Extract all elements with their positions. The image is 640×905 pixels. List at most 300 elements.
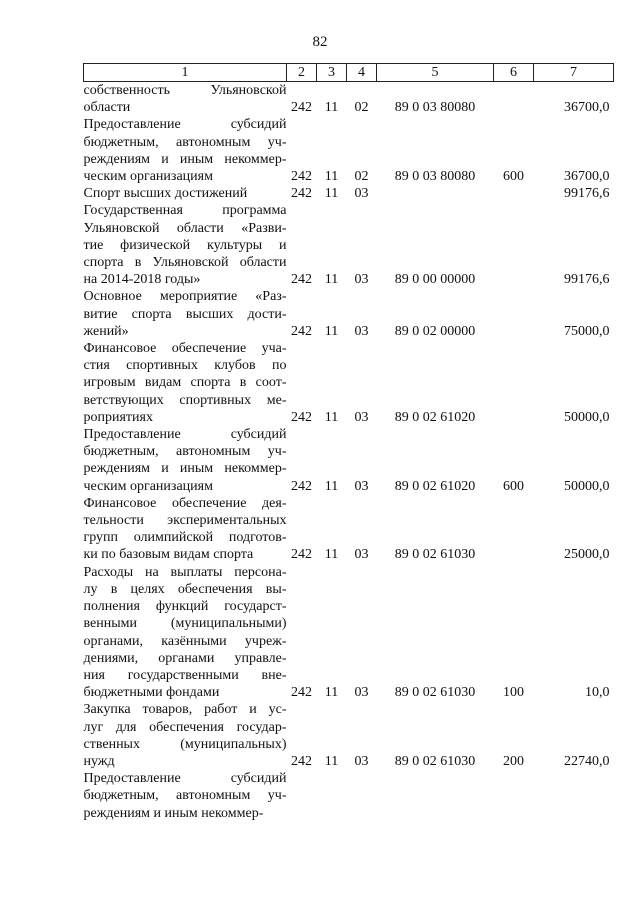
cell-expense-type [494,409,534,426]
empty-cell [347,116,377,133]
cell-admin-code: 242 [291,547,312,563]
empty-cell [347,392,377,409]
empty-cell [287,237,317,254]
row-name-line: витие спорта высших дости- [83,306,287,322]
empty-cell [377,529,494,546]
empty-cell [534,787,614,804]
empty-cell [347,134,377,151]
empty-cell [287,495,317,512]
empty-cell [534,116,614,133]
row-name-line: реждениям и иным некоммер- [83,461,287,477]
empty-cell [534,701,614,718]
empty-cell [377,495,494,512]
empty-cell [287,633,317,650]
column-header: 3 [317,64,347,82]
table-row [84,116,614,133]
empty-cell [347,529,377,546]
cell-subsection: 03 [354,409,369,425]
cell-admin-code: 242 [291,169,312,185]
row-name-line: тие физической культуры и [83,237,287,253]
empty-cell [347,357,377,374]
cell-expense-type [494,185,534,202]
cell-subsection: 03 [354,753,369,769]
empty-cell [494,719,534,736]
cell-target-article: 89 0 02 61020 [394,478,476,494]
cell-expense-type [494,99,534,116]
empty-cell [494,667,534,684]
table-row [84,684,614,701]
empty-cell [317,220,347,237]
table-row [84,460,614,477]
cell-subsection: 03 [354,323,369,339]
empty-cell [347,512,377,529]
cell-target-article: 89 0 00 00000 [394,272,476,288]
empty-cell [317,581,347,598]
empty-cell [317,615,347,632]
cell-subsection: 03 [354,685,369,701]
empty-cell [494,581,534,598]
empty-cell [377,512,494,529]
table-row [84,564,614,581]
cell-amount: 50000,0 [564,478,610,494]
table-row [84,185,614,202]
empty-cell [534,357,614,374]
empty-cell [317,701,347,718]
empty-cell [534,134,614,151]
empty-cell [494,736,534,753]
empty-cell [287,288,317,305]
cell-subsection [347,805,377,822]
empty-cell [534,650,614,667]
empty-cell [534,151,614,168]
cell-admin-code [287,805,317,822]
empty-cell [287,598,317,615]
table-row [84,805,614,822]
empty-cell [377,770,494,787]
empty-cell [317,134,347,151]
empty-cell [347,719,377,736]
empty-cell [347,736,377,753]
empty-cell [494,460,534,477]
empty-cell [377,116,494,133]
empty-cell [494,512,534,529]
column-header: 5 [377,64,494,82]
cell-section: 11 [324,323,339,339]
empty-cell [377,82,494,100]
cell-expense-type [494,271,534,288]
table-row [84,667,614,684]
empty-cell [377,443,494,460]
empty-cell [347,426,377,443]
empty-cell [377,460,494,477]
empty-cell [377,374,494,391]
empty-cell [287,443,317,460]
empty-cell [317,288,347,305]
empty-cell [317,787,347,804]
table-row [84,374,614,391]
cell-target-article: 89 0 03 80080 [394,100,476,116]
empty-cell [287,736,317,753]
empty-cell [377,615,494,632]
table-row [84,409,614,426]
column-header: 4 [347,64,377,82]
empty-cell [347,770,377,787]
cell-expense-type [494,546,534,563]
cell-subsection: 03 [354,272,369,288]
empty-cell [287,254,317,271]
empty-cell [534,615,614,632]
empty-cell [317,529,347,546]
empty-cell [377,650,494,667]
empty-cell [534,633,614,650]
cell-section: 11 [324,169,339,185]
table-row [84,271,614,288]
table-row [84,546,614,563]
cell-target-article: 89 0 02 61030 [394,685,476,701]
empty-cell [494,151,534,168]
empty-cell [534,598,614,615]
empty-cell [534,202,614,219]
empty-cell [287,770,317,787]
empty-cell [377,598,494,615]
empty-cell [494,650,534,667]
empty-cell [494,495,534,512]
empty-cell [377,426,494,443]
row-name-line: ственных (муниципальных) [83,736,287,752]
row-name-line: ветствующих спортивных ме- [83,392,287,408]
empty-cell [494,529,534,546]
empty-cell [377,719,494,736]
empty-cell [317,598,347,615]
empty-cell [534,374,614,391]
empty-cell [317,736,347,753]
cell-amount: 36700,0 [564,100,610,116]
cell-section: 11 [324,409,339,425]
empty-cell [377,633,494,650]
empty-cell [534,770,614,787]
table-row [84,529,614,546]
empty-cell [534,237,614,254]
empty-cell [317,306,347,323]
empty-cell [494,116,534,133]
table-row [84,581,614,598]
empty-cell [377,564,494,581]
table-row [84,787,614,804]
cell-subsection: 03 [354,186,369,202]
empty-cell [377,288,494,305]
row-name-line: Предоставление субсидий [83,771,287,787]
table-row [84,202,614,219]
empty-cell [317,633,347,650]
row-name-line: реждениям и иным некоммер- [83,805,264,821]
cell-admin-code: 242 [291,186,312,202]
empty-cell [317,426,347,443]
empty-cell [534,288,614,305]
row-name-line: ки по базовым видам спорта [83,547,254,563]
page-number: 82 [312,34,328,50]
cell-section: 11 [324,753,339,769]
row-name-line: лу в целях обеспечения вы- [83,581,287,597]
empty-cell [317,650,347,667]
table-row [84,701,614,718]
cell-expense-type [494,323,534,340]
row-name-line: Закупка товаров, работ и ус- [83,702,287,718]
table-row [84,220,614,237]
table-row [84,633,614,650]
row-name-line: Финансовое обеспечение уча- [83,341,287,357]
empty-cell [287,460,317,477]
empty-cell [534,581,614,598]
empty-cell [287,116,317,133]
empty-cell [317,151,347,168]
empty-cell [287,134,317,151]
row-name-line: ческим организациям [83,478,213,494]
empty-cell [347,340,377,357]
table-row [84,306,614,323]
empty-cell [377,254,494,271]
empty-cell [494,288,534,305]
empty-cell [494,306,534,323]
empty-cell [317,512,347,529]
empty-cell [347,598,377,615]
empty-cell [317,374,347,391]
empty-cell [534,426,614,443]
row-name-line: Спорт высших достижений [83,186,248,202]
cell-subsection: 02 [354,100,369,116]
empty-cell [494,340,534,357]
empty-cell [347,667,377,684]
empty-cell [377,202,494,219]
row-name-line: Государственная программа [83,203,287,219]
empty-cell [347,374,377,391]
empty-cell [287,581,317,598]
empty-cell [347,237,377,254]
cell-admin-code: 242 [291,685,312,701]
empty-cell [494,564,534,581]
row-name-line: Предоставление субсидий [83,427,287,443]
empty-cell [377,134,494,151]
empty-cell [494,357,534,374]
row-name-line: роприятиях [83,409,153,425]
empty-cell [494,701,534,718]
empty-cell [494,134,534,151]
empty-cell [347,82,377,100]
empty-cell [494,787,534,804]
cell-section: 11 [324,478,339,494]
empty-cell [347,633,377,650]
table-header-row [84,64,614,82]
cell-target-article: 89 0 02 61030 [394,547,476,563]
empty-cell [494,374,534,391]
empty-cell [377,357,494,374]
table-row [84,478,614,495]
cell-subsection: 02 [354,169,369,185]
empty-cell [317,202,347,219]
cell-expense-type: 200 [503,753,524,769]
cell-target-article [377,185,494,202]
row-name-line: спорта в Ульяновской области [83,255,287,271]
row-name-line: бюджетным, автономным уч- [83,134,287,150]
table-row [84,340,614,357]
empty-cell [494,615,534,632]
table-row [84,719,614,736]
empty-cell [347,306,377,323]
empty-cell [287,357,317,374]
empty-cell [287,82,317,100]
empty-cell [534,443,614,460]
table-row [84,288,614,305]
cell-amount: 50000,0 [564,409,610,425]
empty-cell [494,82,534,100]
empty-cell [534,340,614,357]
cell-amount: 22740,0 [564,753,610,769]
empty-cell [534,392,614,409]
row-name-line: ческим организациям [83,169,213,185]
row-name-line: области [83,100,131,116]
cell-expense-type: 600 [503,478,524,494]
cell-admin-code: 242 [291,272,312,288]
table-row [84,598,614,615]
cell-amount: 36700,0 [564,169,610,185]
empty-cell [287,392,317,409]
empty-cell [534,82,614,100]
row-name-line: полнения функций государст- [83,599,287,615]
empty-cell [494,392,534,409]
table-row [84,615,614,632]
empty-cell [287,529,317,546]
empty-cell [534,512,614,529]
empty-cell [347,701,377,718]
table-row [84,151,614,168]
cell-section [317,805,347,822]
cell-target-article [377,805,494,822]
cell-admin-code: 242 [291,478,312,494]
empty-cell [377,701,494,718]
table-row [84,770,614,787]
cell-section: 11 [324,547,339,563]
row-name-line: стия спортивных клубов по [83,358,287,374]
empty-cell [317,340,347,357]
empty-cell [377,736,494,753]
empty-cell [287,426,317,443]
empty-cell [494,202,534,219]
empty-cell [377,237,494,254]
table-row [84,168,614,185]
row-name-line: игровым видам спорта в соот- [83,375,287,391]
cell-subsection: 03 [354,547,369,563]
row-name-line: дениями, органами управле- [83,650,287,666]
cell-amount: 99176,6 [564,272,610,288]
budget-table [83,63,614,822]
empty-cell [377,220,494,237]
cell-admin-code: 242 [291,323,312,339]
row-name-line: нужд [83,753,115,769]
cell-admin-code: 242 [291,100,312,116]
table-row [84,323,614,340]
table-row [84,426,614,443]
empty-cell [494,770,534,787]
empty-cell [317,82,347,100]
empty-cell [347,202,377,219]
empty-cell [347,564,377,581]
empty-cell [287,512,317,529]
empty-cell [317,495,347,512]
empty-cell [347,615,377,632]
table-row [84,357,614,374]
cell-expense-type: 600 [503,169,524,185]
empty-cell [317,443,347,460]
empty-cell [287,306,317,323]
empty-cell [347,581,377,598]
row-name-line: Основное мероприятие «Раз- [83,289,287,305]
row-name-line: Финансовое обеспечение дея- [83,495,287,511]
cell-section: 11 [324,100,339,116]
empty-cell [534,719,614,736]
cell-target-article: 89 0 02 61020 [394,409,476,425]
cell-target-article: 89 0 03 80080 [394,169,476,185]
cell-section: 11 [324,186,339,202]
row-name-line: групп олимпийской подготов- [83,530,287,546]
empty-cell [534,220,614,237]
empty-cell [377,787,494,804]
empty-cell [287,667,317,684]
empty-cell [287,650,317,667]
empty-cell [377,151,494,168]
empty-cell [534,495,614,512]
empty-cell [534,254,614,271]
row-name-line: на 2014-2018 годы» [83,272,201,288]
row-name-line: луг для обеспечения государ- [83,719,287,735]
empty-cell [317,460,347,477]
cell-amount: 25000,0 [564,547,610,563]
row-name-line: венными (муниципальными) [83,616,287,632]
cell-target-article: 89 0 02 00000 [394,323,476,339]
empty-cell [287,340,317,357]
empty-cell [317,392,347,409]
empty-cell [494,220,534,237]
empty-cell [347,787,377,804]
column-header: 7 [534,64,614,82]
row-name-line: реждениям и иным некоммер- [83,151,287,167]
empty-cell [534,564,614,581]
row-name-line: бюджетным, автономным уч- [83,788,287,804]
column-header: 6 [494,64,534,82]
empty-cell [347,220,377,237]
empty-cell [317,667,347,684]
empty-cell [317,116,347,133]
empty-cell [494,443,534,460]
empty-cell [534,460,614,477]
empty-cell [287,374,317,391]
empty-cell [347,443,377,460]
empty-cell [377,340,494,357]
cell-section: 11 [324,685,339,701]
table-row [84,512,614,529]
empty-cell [287,202,317,219]
table-row [84,134,614,151]
empty-cell [347,495,377,512]
table-row [84,237,614,254]
empty-cell [377,667,494,684]
empty-cell [287,701,317,718]
table-row [84,443,614,460]
table-row [84,254,614,271]
table-row [84,82,614,100]
cell-section: 11 [324,272,339,288]
empty-cell [347,650,377,667]
empty-cell [287,615,317,632]
cell-amount: 99176,6 [564,186,610,202]
